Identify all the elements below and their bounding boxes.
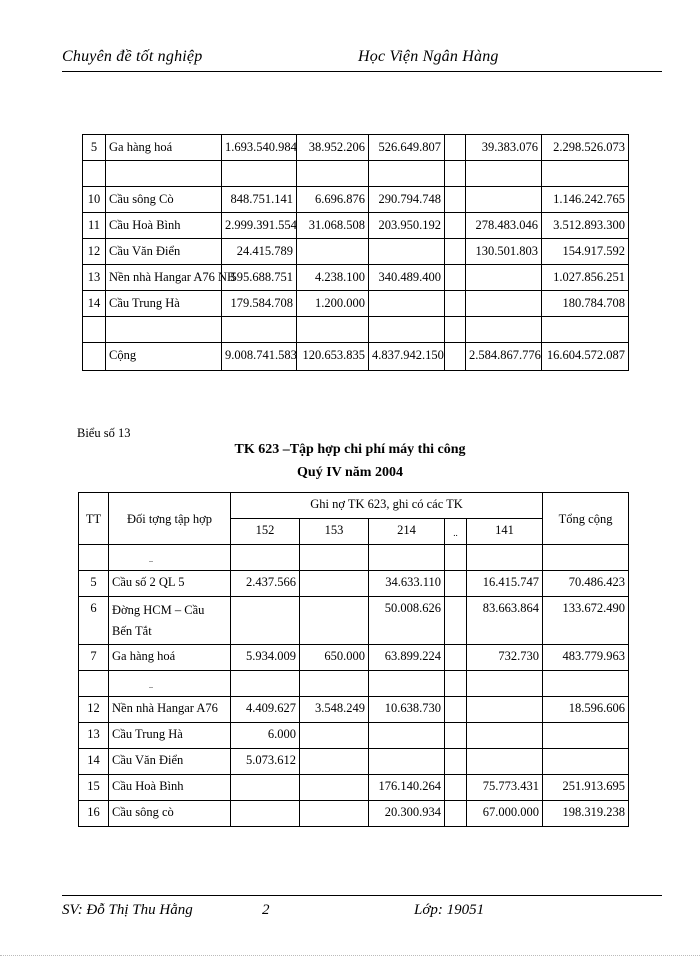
cell-value: [445, 571, 467, 597]
cell-name: Cầu Hoà Bình: [106, 213, 222, 239]
cell-value: [466, 161, 542, 187]
header-left-title: Chuyên đề tốt nghiệp: [62, 48, 203, 65]
cell-tt: 12: [83, 239, 106, 265]
cell-tt: 16: [79, 801, 109, 827]
cell-value: 120.653.835: [297, 343, 369, 371]
table-caption-number: Biểu số 13: [77, 426, 131, 440]
cell-value: [445, 545, 467, 571]
cell-value: 1.200.000: [297, 291, 369, 317]
cell-tt: 13: [79, 723, 109, 749]
page-number: 2: [262, 902, 270, 918]
table-row: [83, 239, 629, 265]
cell-value: 595.688.751: [222, 265, 297, 291]
table-row: [83, 187, 629, 213]
table-title: TK 623 –Tập hợp chi phí máy thi công: [234, 442, 466, 457]
header-tk-214: 214: [369, 519, 445, 545]
cell-tt: 14: [83, 291, 106, 317]
cell-name: Cộng: [106, 343, 222, 371]
cell-name: Cầu sông Cò: [106, 187, 222, 213]
cell-value: [466, 317, 542, 343]
cell-value: 179.584.708: [222, 291, 297, 317]
cell-value: 251.913.695: [543, 775, 629, 801]
cell-name: Cầu số 2 QL 5: [109, 571, 231, 597]
cell-value: 203.950.192: [369, 213, 445, 239]
cell-value: [300, 671, 369, 697]
cell-value: 278.483.046: [466, 213, 542, 239]
cell-value: 340.489.400: [369, 265, 445, 291]
cell-value: 154.917.592: [542, 239, 629, 265]
cell-value: [542, 317, 629, 343]
cell-name: Ga hàng hoá: [106, 135, 222, 161]
cell-value: [467, 697, 543, 723]
cell-value: 70.486.423: [543, 571, 629, 597]
cell-tt: 6: [79, 597, 109, 645]
cell-value: [445, 135, 466, 161]
page-divider: [0, 955, 700, 956]
cell-value: [445, 723, 467, 749]
header-right-title: Học Viện Ngân Hàng: [358, 48, 499, 65]
student-name: SV: Đỗ Thị Thu Hằng: [62, 902, 193, 918]
cell-tt: 11: [83, 213, 106, 239]
cell-tt: 10: [83, 187, 106, 213]
cell-value: [231, 545, 300, 571]
cell-value: [300, 545, 369, 571]
cell-value: [300, 597, 369, 645]
cell-name: Cầu sông cò: [109, 801, 231, 827]
cell-value: 9.008.741.583: [222, 343, 297, 371]
cell-value: 180.784.708: [542, 291, 629, 317]
header-tt: TT: [79, 493, 109, 545]
cell-value: 16.604.572.087: [542, 343, 629, 371]
cell-value: [300, 723, 369, 749]
cell-value: 34.633.110: [369, 571, 445, 597]
cell-value: [543, 723, 629, 749]
cell-value: [467, 723, 543, 749]
header-ghi-no: Ghi nợ TK 623, ghi có các TK: [231, 493, 543, 519]
header-tk-153: 153: [300, 519, 369, 545]
cell-tt: 5: [79, 571, 109, 597]
cell-value: 3.548.249: [300, 697, 369, 723]
page-header: [62, 44, 662, 72]
cell-value: [466, 291, 542, 317]
cell-value: [369, 723, 445, 749]
cell-tt: [83, 161, 106, 187]
cell-value: [297, 161, 369, 187]
cell-tt: 7: [79, 645, 109, 671]
cell-value: 16.415.747: [467, 571, 543, 597]
table-row: [79, 645, 629, 671]
cell-value: [466, 265, 542, 291]
cell-value: [369, 317, 445, 343]
cell-value: 38.952.206: [297, 135, 369, 161]
table-row: [79, 545, 629, 571]
cell-value: 10.638.730: [369, 697, 445, 723]
cell-value: 18.596.606: [543, 697, 629, 723]
cell-value: [222, 161, 297, 187]
cell-tt: [83, 317, 106, 343]
cell-value: 4.409.627: [231, 697, 300, 723]
cell-value: 5.934.009: [231, 645, 300, 671]
table-row: [79, 671, 629, 697]
cell-value: 20.300.934: [369, 801, 445, 827]
cell-value: [297, 317, 369, 343]
cell-value: 3.512.893.300: [542, 213, 629, 239]
cell-name: [106, 317, 222, 343]
cell-name: Cầu Hoà Bình: [109, 775, 231, 801]
cell-value: 1.693.540.984: [222, 135, 297, 161]
cell-name: Cầu Trung Hà: [109, 723, 231, 749]
cell-value: 6.696.876: [297, 187, 369, 213]
cell-tt: 12: [79, 697, 109, 723]
cost-table-continued: [82, 134, 629, 371]
cell-tt: [83, 343, 106, 371]
cell-value: [300, 571, 369, 597]
cell-value: [445, 671, 467, 697]
header-tk-141: 141: [467, 519, 543, 545]
cell-value: [445, 161, 466, 187]
cell-value: [543, 749, 629, 775]
cell-tt: 15: [79, 775, 109, 801]
cell-name: Đờng HCM – Cầu Bến Tắt: [109, 597, 231, 645]
cell-value: [369, 671, 445, 697]
cell-value: [231, 671, 300, 697]
table-row: [83, 291, 629, 317]
cell-value: 83.663.864: [467, 597, 543, 645]
cell-tt: 13: [83, 265, 106, 291]
table-row: [83, 343, 629, 371]
cell-value: 6.000: [231, 723, 300, 749]
cell-value: [300, 801, 369, 827]
table-row: [79, 801, 629, 827]
cell-value: [369, 239, 445, 265]
cell-value: [445, 645, 467, 671]
cell-value: 2.437.566: [231, 571, 300, 597]
cell-name: Cầu Trung Hà: [106, 291, 222, 317]
cell-tt: [79, 671, 109, 697]
cell-value: 39.383.076: [466, 135, 542, 161]
cell-value: 67.000.000: [467, 801, 543, 827]
cell-value: 24.415.789: [222, 239, 297, 265]
header-tk-dots: ..: [445, 519, 467, 545]
cell-value: [231, 775, 300, 801]
class-code: Lớp: 19051: [414, 902, 485, 918]
cell-value: 526.649.807: [369, 135, 445, 161]
table-row: [83, 213, 629, 239]
cell-value: [369, 749, 445, 775]
cell-value: [445, 187, 466, 213]
cell-name: Cầu Văn Điển: [109, 749, 231, 775]
cell-name: Nền nhà Hangar A76 NB: [106, 265, 222, 291]
cell-value: [445, 597, 467, 645]
cell-value: [467, 749, 543, 775]
cell-value: 290.794.748: [369, 187, 445, 213]
table-row: [83, 161, 629, 187]
cell-value: [467, 671, 543, 697]
cell-value: [445, 749, 467, 775]
cell-name: Ga hàng hoá: [109, 645, 231, 671]
table-row: [79, 697, 629, 723]
cell-value: 848.751.141: [222, 187, 297, 213]
cell-name: Cầu Văn Điển: [106, 239, 222, 265]
cell-value: 2.999.391.554: [222, 213, 297, 239]
cell-value: [445, 265, 466, 291]
page-footer: [62, 895, 662, 917]
cell-value: 31.068.508: [297, 213, 369, 239]
tk623-table: [78, 492, 629, 827]
cell-value: [445, 697, 467, 723]
cell-value: 75.773.431: [467, 775, 543, 801]
header-tong-cong: Tổng cộng: [543, 493, 629, 545]
cell-value: [300, 749, 369, 775]
cell-value: [222, 317, 297, 343]
cell-value: [467, 545, 543, 571]
cell-name: ..: [109, 545, 231, 571]
cell-value: 5.073.612: [231, 749, 300, 775]
cell-value: [369, 291, 445, 317]
cell-value: 130.501.803: [466, 239, 542, 265]
cell-value: 4.238.100: [297, 265, 369, 291]
cell-value: [231, 801, 300, 827]
cell-value: [543, 671, 629, 697]
cell-value: [543, 545, 629, 571]
cell-value: 198.319.238: [543, 801, 629, 827]
cell-value: 133.672.490: [543, 597, 629, 645]
table-row: [79, 723, 629, 749]
cell-name: Nền nhà Hangar A76: [109, 697, 231, 723]
cell-value: [445, 801, 467, 827]
cell-value: 50.008.626: [369, 597, 445, 645]
cell-value: 176.140.264: [369, 775, 445, 801]
header-tk-152: 152: [231, 519, 300, 545]
cell-value: [445, 343, 466, 371]
table-row: [83, 317, 629, 343]
cell-value: 1.146.242.765: [542, 187, 629, 213]
table-row: [79, 749, 629, 775]
table-row: [79, 775, 629, 801]
cell-value: 732.730: [467, 645, 543, 671]
cell-value: [300, 775, 369, 801]
header-doi-tuong: Đối tợng tập hợp: [109, 493, 231, 545]
cell-value: 650.000: [300, 645, 369, 671]
cell-value: [369, 545, 445, 571]
cell-value: [231, 597, 300, 645]
cell-name: ..: [109, 671, 231, 697]
table-subtitle: Quý IV năm 2004: [297, 465, 403, 480]
cell-value: [445, 291, 466, 317]
cell-value: [297, 239, 369, 265]
cell-tt: [79, 545, 109, 571]
cell-tt: 5: [83, 135, 106, 161]
cell-value: [369, 161, 445, 187]
cell-value: 1.027.856.251: [542, 265, 629, 291]
table-row: [79, 597, 629, 645]
cell-value: [466, 187, 542, 213]
table-row: [83, 265, 629, 291]
cell-value: [445, 317, 466, 343]
cell-value: 2.298.526.073: [542, 135, 629, 161]
cell-value: [542, 161, 629, 187]
cell-value: 4.837.942.150: [369, 343, 445, 371]
cell-tt: 14: [79, 749, 109, 775]
table-row: [83, 135, 629, 161]
cell-value: [445, 775, 467, 801]
cell-value: [445, 213, 466, 239]
cell-value: 483.779.963: [543, 645, 629, 671]
table-row: [79, 571, 629, 597]
cell-name: [106, 161, 222, 187]
cell-value: [445, 239, 466, 265]
cell-value: 2.584.867.776: [466, 343, 542, 371]
cell-value: 63.899.224: [369, 645, 445, 671]
